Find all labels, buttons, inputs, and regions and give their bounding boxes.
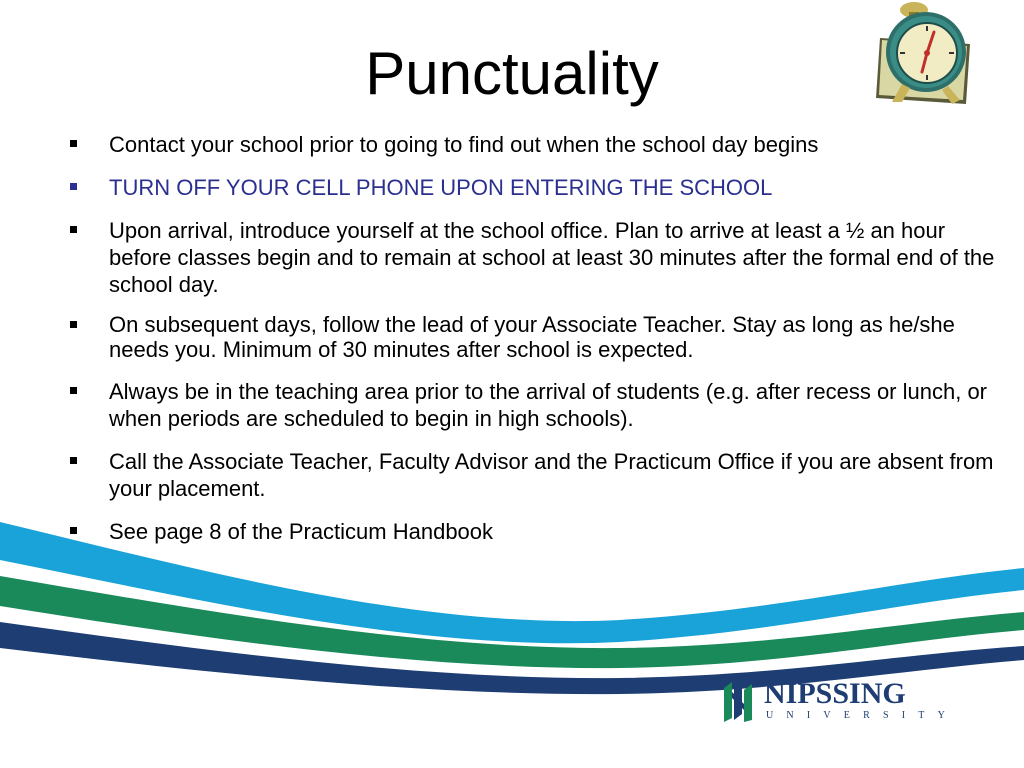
bullet-item-highlighted xyxy=(62,174,1002,201)
bullet-text: Always be in the teaching area prior to the arrival of students (e.g. after recess or lunch, or when periods are scheduled to begin in high schools). xyxy=(109,379,988,431)
bullet-marker xyxy=(70,387,77,394)
bullet-text: Contact your school prior to going to find out when the school day begins xyxy=(109,132,819,157)
bullet-text: See page 8 of the Practicum Handbook xyxy=(109,519,494,544)
bullet-marker xyxy=(70,457,77,464)
bullet-text: Call the Associate Teacher, Faculty Advisor and the Practicum Office if you are absent from your placement. xyxy=(109,449,994,501)
bullet-item xyxy=(62,378,1002,432)
bullet-list xyxy=(62,131,1002,545)
bullet-marker xyxy=(70,321,77,328)
logo-subtitle: UNIVERSITY xyxy=(766,710,958,721)
university-logo xyxy=(722,677,958,726)
bullet-marker xyxy=(70,226,77,233)
bullet-item xyxy=(62,217,1002,298)
bullet-marker xyxy=(70,140,77,147)
bullet-marker xyxy=(70,183,77,190)
bullet-text: Upon arrival, introduce yourself at the school office. Plan to arrive at least a ½ an hour before classes begin and to remain at school at least 30 minutes after the formal end of the school day. xyxy=(109,218,995,297)
bullet-item xyxy=(62,448,1002,502)
slide-title: Punctuality xyxy=(365,40,659,107)
nipissing-logo-icon xyxy=(722,680,758,722)
bullet-text: On subsequent days, follow the lead of your Associate Teacher. Stay as long as he/she needs you. Minimum of 30 minutes after school is expected. xyxy=(109,312,955,362)
bullet-item xyxy=(62,131,1002,158)
bullet-text: TURN OFF YOUR CELL PHONE UPON ENTERING THE SCHOOL xyxy=(109,175,773,200)
logo-name: NIPSSING xyxy=(764,677,906,710)
bullet-item xyxy=(62,312,1002,362)
